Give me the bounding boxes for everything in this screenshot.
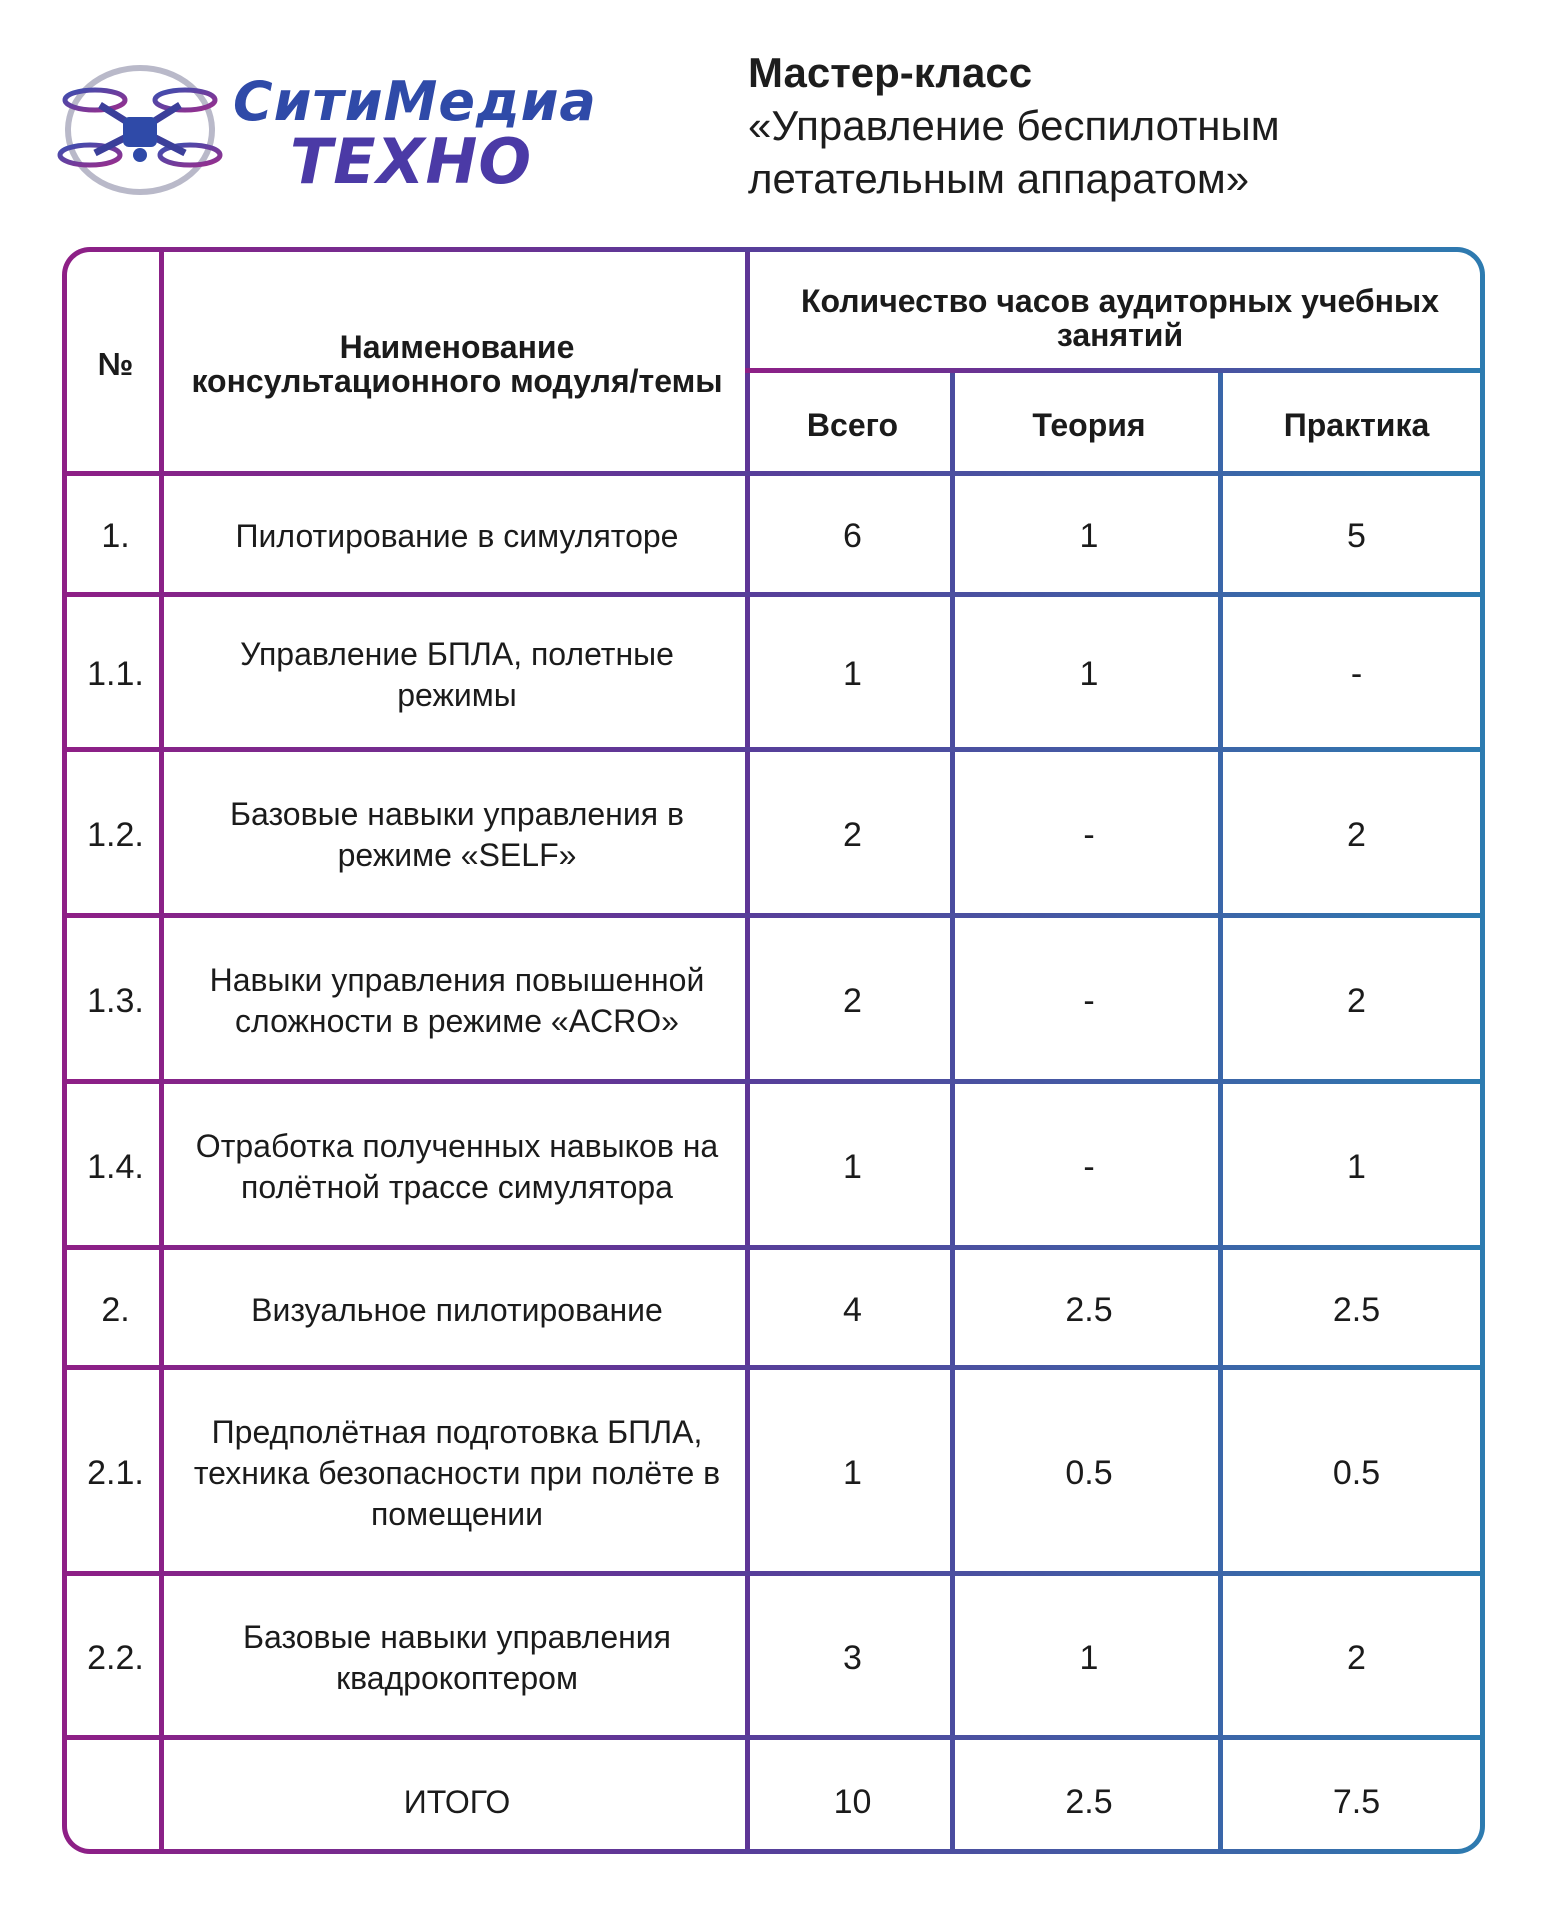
row-theory: 1 (1079, 517, 1099, 555)
header-name: Наименование консультационного модуля/темы (191, 329, 723, 399)
header-hours: Количество часов аудиторных учебных занятий (800, 282, 1440, 353)
logo (55, 55, 595, 205)
header-num: № (97, 346, 134, 382)
row-theory: - (1083, 815, 1095, 854)
header-theory: Теория (1032, 406, 1146, 443)
row-practice: 2 (1347, 815, 1366, 854)
row-name: Предполётная подготовка БПЛА, техника безопасности при полёте в помещении (193, 1413, 721, 1532)
row-total: 2 (843, 815, 862, 854)
row-name: Пилотирование в симуляторе (235, 518, 679, 554)
footer-practice: 7.5 (1332, 1782, 1381, 1821)
row-practice: 0.5 (1332, 1453, 1381, 1492)
hours-table (62, 247, 1485, 1854)
row-total: 3 (843, 1638, 862, 1677)
footer-label: ИТОГО (403, 1783, 511, 1820)
row-num: 2.1. (87, 1453, 144, 1492)
row-theory: - (1083, 981, 1095, 1020)
row-practice: 2 (1347, 1638, 1366, 1677)
row-practice: - (1350, 655, 1363, 693)
footer-total: 10 (833, 1782, 872, 1821)
header-total: Всего (806, 406, 899, 443)
row-name: Базовые навыки управления в режиме «SELF» (230, 796, 684, 873)
row-theory: 0.5 (1065, 1453, 1113, 1492)
row-name: Управление БПЛА, полетные режимы (240, 635, 674, 713)
row-num: 2.2. (87, 1638, 144, 1677)
title-line-2: «Управление беспилотным (748, 102, 1280, 149)
header-practice: Практика (1283, 406, 1430, 443)
title-line-1: Мастер-класс (748, 49, 1033, 96)
row-practice: 1 (1347, 1147, 1366, 1186)
row-num: 2. (101, 1290, 130, 1329)
row-practice: 2 (1347, 981, 1366, 1020)
row-theory: 2.5 (1065, 1290, 1113, 1329)
row-num: 1.3. (87, 981, 144, 1020)
footer-num (67, 1740, 164, 1854)
row-num: 1.4. (87, 1147, 144, 1186)
logo-text-bottom: ТЕХНО (290, 125, 533, 198)
title-line-3: летательным аппаратом» (748, 155, 1250, 202)
row-theory: 1 (1079, 655, 1099, 693)
row-name: Отработка полученных навыков на полётной трассе симулятора (195, 1128, 719, 1205)
row-name: Навыки управления повышенной сложности в режиме «ACRO» (209, 962, 705, 1039)
row-practice: 2.5 (1332, 1290, 1381, 1329)
row-num: 1. (101, 517, 130, 555)
row-name: Базовые навыки управления квадрокоптером (243, 1619, 671, 1696)
row-theory: 1 (1079, 1638, 1099, 1677)
drone-icon (55, 55, 225, 205)
row-total: 2 (843, 981, 862, 1020)
row-total: 4 (843, 1290, 862, 1329)
row-num: 1.2. (87, 815, 144, 854)
logo-text-top: СитиМедиа (233, 70, 597, 133)
page-title (748, 46, 1508, 205)
footer-theory: 2.5 (1065, 1782, 1113, 1821)
row-practice: 5 (1347, 517, 1366, 555)
row-theory: - (1083, 1147, 1095, 1186)
row-total: 1 (843, 1453, 862, 1492)
row-name: Визуальное пилотирование (251, 1291, 663, 1328)
row-num: 1.1. (87, 655, 144, 693)
row-total: 1 (843, 655, 862, 693)
row-total: 1 (843, 1147, 862, 1186)
row-total: 6 (843, 517, 862, 555)
